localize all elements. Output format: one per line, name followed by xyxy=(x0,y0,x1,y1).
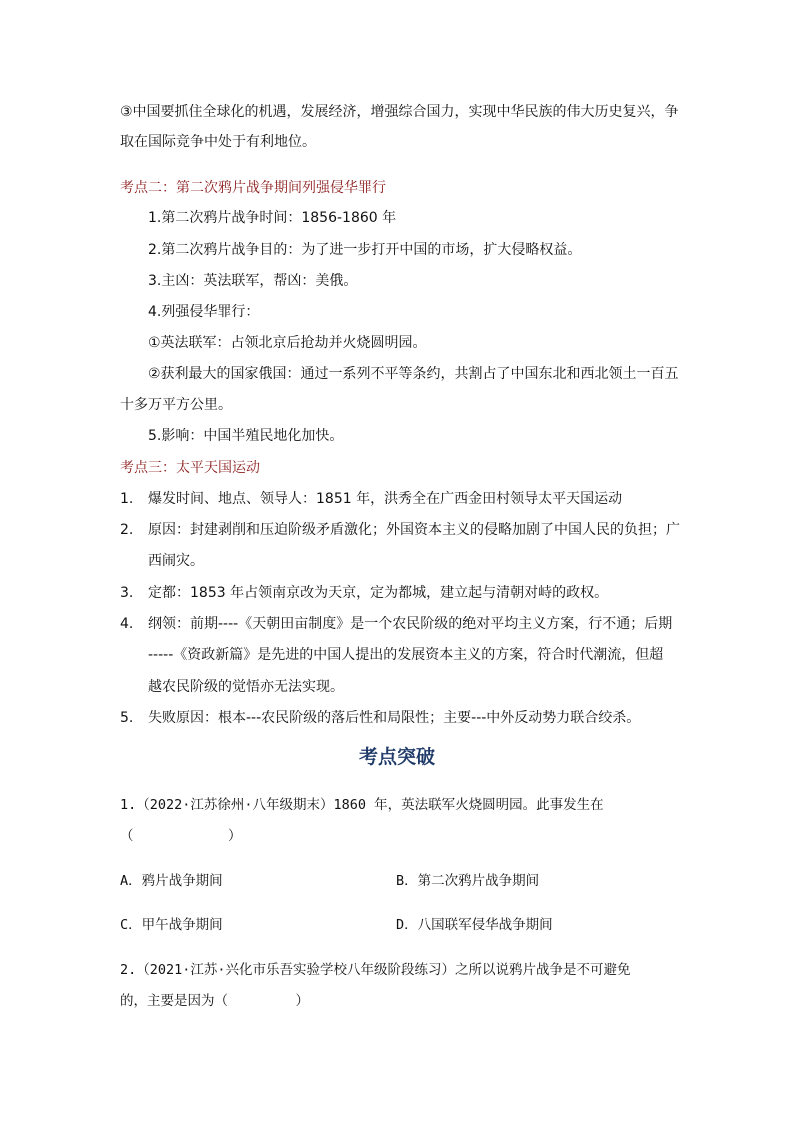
kaodian3-item-1: 爆发时间、地点、领导人：1851 年，洪秀全在广西金田村领导太平天国运动 xyxy=(148,491,623,507)
kaodian3-item-2-line2: 西闹灾。 xyxy=(148,553,204,569)
kaodian2-item-4-sub1: ①英法联军：占领北京后抢劫并火烧圆明园。 xyxy=(148,335,427,351)
kaodian3-item-2-line1: 原因：封建剥削和压迫阶级矛盾激化；外国资本主义的侵略加剧了中国人民的负担；广 xyxy=(148,522,680,538)
intro-point3-line2: 取在国际竞争中处于有利地位。 xyxy=(120,134,316,150)
kaodian2-item-4-sub2-line1: ②获利最大的国家俄国：通过一系列不平等条约，共割占了中国东北和西北领土一百五 xyxy=(148,366,679,382)
kaodian3-item-5: 失败原因：根本---农民阶级的落后性和局限性；主要---中外反动势力联合绞杀。 xyxy=(148,710,641,726)
question-2-line2: 的，主要是因为（ ） xyxy=(120,993,309,1009)
kaodian3-num-3: 3. xyxy=(120,585,134,601)
kaodian2-item-2: 2.第二次鸦片战争目的：为了进一步打开中国的市场，扩大侵略权益。 xyxy=(148,242,582,258)
kaodian3-num-5: 5. xyxy=(120,710,134,726)
kaodian2-heading: 考点二：第二次鸦片战争期间列强侵华罪行 xyxy=(120,180,386,196)
question-1-option-d: D．八国联军侵华战争期间 xyxy=(396,917,553,933)
section-title: 考点突破 xyxy=(358,746,435,768)
question-1-option-b: B．第二次鸦片战争期间 xyxy=(396,873,540,889)
kaodian2-item-4-sub2-line2: 十多万平方公里。 xyxy=(120,397,232,413)
question-1-blank: （ ） xyxy=(120,828,242,844)
kaodian2-item-5: 5.影响：中国半殖民地化加快。 xyxy=(148,428,344,444)
kaodian2-item-4: 4.列强侵华罪行： xyxy=(148,304,260,320)
question-2-line1: 2.（2021·江苏·兴化市乐吾实验学校八年级阶段练习）之所以说鸦片战争是不可避免 xyxy=(120,962,631,978)
question-1-option-a: A．鸦片战争期间 xyxy=(120,873,223,889)
kaodian2-item-3: 3.主凶：英法联军，帮凶：美俄。 xyxy=(148,273,358,289)
intro-point3-line1: ③中国要抓住全球化的机遇，发展经济，增强综合国力，实现中华民族的伟大历史复兴，争 xyxy=(120,104,679,120)
kaodian3-item-4-line1: 纲领：前期----《天朝田亩制度》是一个农民阶级的绝对平均主义方案，行不通；后期 xyxy=(148,616,673,632)
question-1-line1: 1.（2022·江苏徐州·八年级期末）1860 年，英法联军火烧圆明园。此事发生在 xyxy=(120,797,604,813)
kaodian2-item-1: 1.第二次鸦片战争时间：1856-1860 年 xyxy=(148,210,397,226)
kaodian3-num-2: 2. xyxy=(120,522,134,538)
kaodian3-item-3: 定都：1853 年占领南京改为天京，定为都城，建立起与清朝对峙的政权。 xyxy=(148,585,609,601)
kaodian3-item-4-line3: 越农民阶级的觉悟亦无法实现。 xyxy=(148,679,344,695)
kaodian3-num-4: 4. xyxy=(120,616,134,632)
kaodian3-item-4-line2: -----《资政新篇》是先进的中国人提出的发展资本主义的方案，符合时代潮流，但超 xyxy=(148,647,664,663)
kaodian3-heading: 考点三：太平天国运动 xyxy=(120,460,260,476)
question-1-option-c: C．甲午战争期间 xyxy=(120,917,223,933)
kaodian3-num-1: 1. xyxy=(120,491,134,507)
